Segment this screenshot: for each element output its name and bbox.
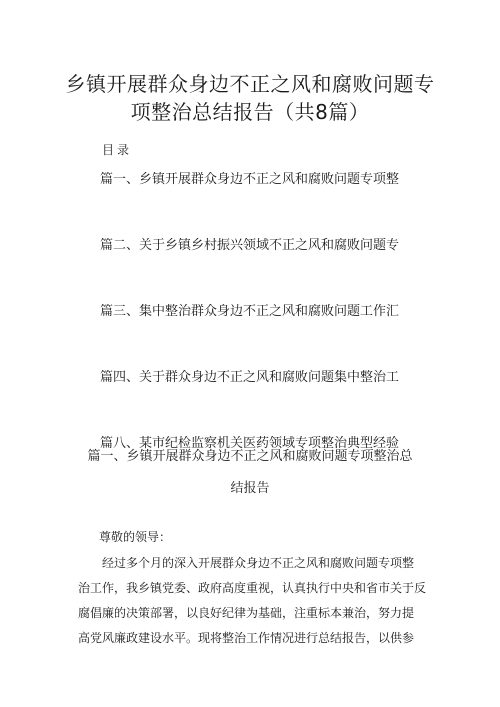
document-title: 乡镇开展群众身边不正之风和腐败问题专项整治总结报告（共8篇） [65, 72, 435, 124]
body-line: 高党风廉政建设水平。现将整治工作情况进行总结报告，以供参 [78, 631, 415, 645]
toc-item: 篇一、乡镇开展群众身边不正之风和腐败问题专项整 [100, 172, 400, 187]
toc-item: 篇三、集中整治群众身边不正之风和腐败问题工作汇 [100, 304, 400, 319]
body-line: 腐倡廉的决策部署，以良好纪律为基础，注重标本兼治，努力提 [78, 606, 415, 620]
body-line: 经过多个月的深入开展群众身边不正之风和腐败问题专项整 [102, 556, 415, 570]
toc-heading: 目录 [102, 143, 133, 157]
body-paragraph [78, 551, 434, 651]
toc-item: 篇二、关于乡镇乡村振兴领域不正之风和腐败问题专 [100, 238, 400, 253]
section-title-line: 篇一、乡镇开展群众身边不正之风和腐败问题专项整治总 [87, 449, 413, 464]
section-title-line: 结报告 [230, 481, 270, 496]
body-line: 治工作，我乡镇党委、政府高度重视，认真执行中央和省市关于反 [78, 581, 427, 595]
section-title [80, 441, 420, 505]
table-of-contents [100, 172, 420, 452]
toc-item: 篇四、关于群众身边不正之风和腐败问题集中整治工 [100, 370, 400, 385]
toc-item: 篇八、某市纪检监察机关医药领域专项整治典型经验 [100, 436, 400, 451]
salutation: 尊敬的领导： [99, 530, 172, 544]
